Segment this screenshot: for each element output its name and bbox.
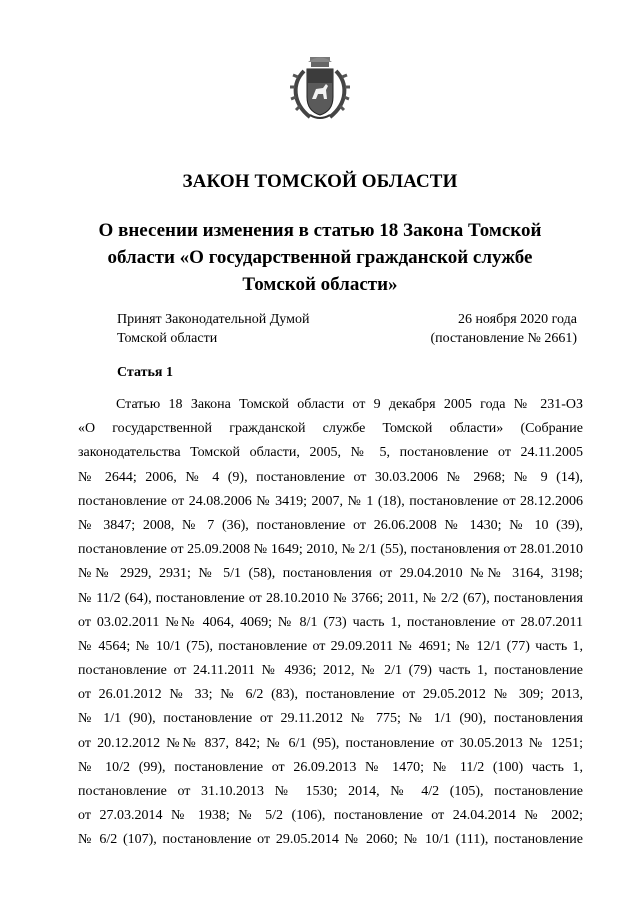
body-line: № 1/1 (90), постановление от 29.11.2012 № 775; № 1/1 (90), постановления	[78, 711, 583, 727]
adoption-resolution-line: (постановление № 2661)	[430, 331, 577, 346]
adoption-date-line: 26 ноября 2020 года	[457, 312, 577, 327]
body-line: № 2644; 2006, № 4 (9), постановление от 30.03.2006 № 2968; № 9 (14),	[78, 469, 583, 485]
body-line: № 6/2 (107), постановление от 29.05.2014 № 2060; № 10/1 (111), постановление	[78, 832, 583, 848]
body-line: № 4564; № 10/1 (75), постановление от 29.09.2011 № 4691; № 12/1 (77) часть 1,	[78, 638, 583, 654]
body-line: № 11/2 (64), постановление от 28.10.2010 № 3766; 2011, № 2/2 (67), постановления	[78, 590, 583, 606]
body-line: № 10/2 (99), постановление от 26.09.2013 № 1470; № 11/2 (100) часть 1,	[78, 759, 583, 775]
body-line: постановление от 25.09.2008 № 1649; 2010, № 2/1 (55), постановления от 28.01.2010	[78, 542, 583, 558]
adopted-by-line: Томской области	[117, 331, 218, 346]
body-line: от 03.02.2011 №№ 4064, 4069; № 8/1 (73) часть 1, постановление от 28.07.2011	[78, 614, 583, 630]
body-line: от 20.12.2012 №№ 837, 842; № 6/1 (95), постановление от 30.05.2013 № 1251;	[78, 735, 583, 751]
document-subtitle	[80, 217, 560, 298]
body-line: от 26.01.2012 № 33; № 6/2 (83), постановление от 29.05.2012 № 309; 2013,	[78, 687, 583, 703]
article-body	[78, 393, 583, 853]
body-line: Статью 18 Закона Томской области от 9 декабря 2005 года № 231-ОЗ	[116, 397, 583, 412]
body-line: №№ 2929, 2931; № 5/1 (58), постановления от 29.04.2010 №№ 3164, 3198;	[78, 566, 583, 582]
subtitle-line: области «О государственной гражданской службе	[107, 247, 533, 268]
body-line: постановление от 31.10.2013 № 1530; 2014, № 4/2 (105), постановление	[78, 784, 583, 799]
body-line: законодательства Томской области, 2005, № 5, постановление от 24.11.2005	[78, 445, 583, 461]
tomsk-coat-of-arms-icon	[290, 55, 350, 123]
body-line: постановление от 24.11.2011 № 4936; 2012, № 2/1 (79) часть 1, постановление	[78, 663, 583, 679]
document-title: ЗАКОН ТОМСКОЙ ОБЛАСТИ	[182, 171, 458, 192]
body-line: «О государственной гражданской службе Томской области» (Собрание	[78, 421, 583, 437]
article-heading: Статья 1	[117, 365, 173, 380]
adopted-by-line: Принят Законодательной Думой	[117, 312, 310, 327]
adoption-date	[430, 310, 577, 348]
adopted-by	[117, 310, 309, 348]
subtitle-line: Томской области»	[242, 274, 398, 295]
subtitle-line: О внесении изменения в статью 18 Закона Томской	[98, 220, 542, 241]
body-line: от 27.03.2014 № 1938; № 5/2 (106), постановление от 24.04.2014 № 2002;	[78, 808, 583, 824]
body-line: № 3847; 2008, № 7 (36), постановление от 26.06.2008 № 1430; № 10 (39),	[78, 517, 583, 533]
body-line: постановление от 24.08.2006 № 3419; 2007, № 1 (18), постановление от 28.12.2006	[78, 493, 583, 509]
